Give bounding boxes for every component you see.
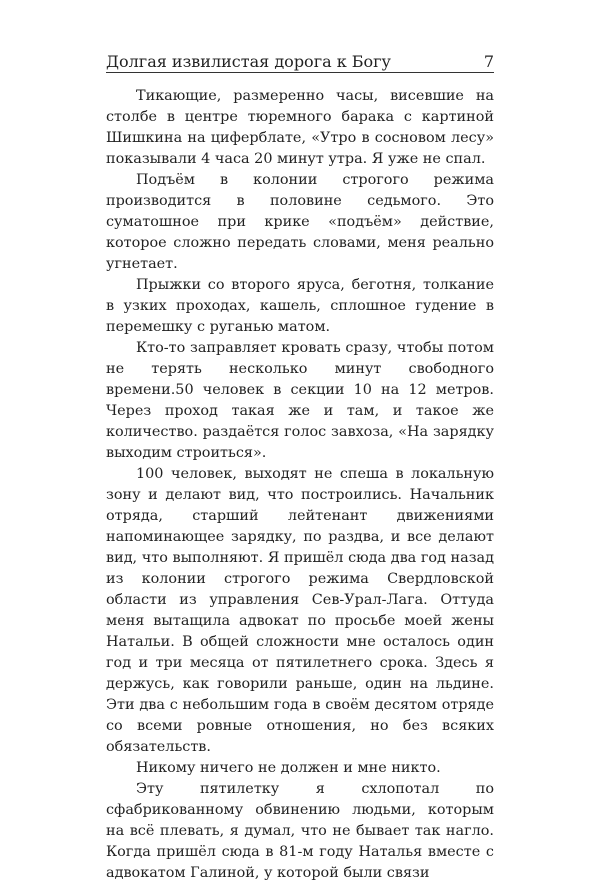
- page-number: 7: [483, 52, 494, 71]
- paragraph: Подъём в колонии строгого режима производится в половине седьмого. Это суматошное при крике «подъём» действие, которое сложно передать словами, меня реально угнетает.: [106, 172, 494, 272]
- running-title: Долгая извилистая дорога к Богу: [106, 52, 391, 71]
- body-text: [106, 86, 494, 884]
- paragraph: Кто-то заправляет кровать сразу, чтобы потом не терять несколько минут свободного времени.50 человек в секции 10 на 12 метров. Через проход такая же и там, и такое же количество. раздаётся голос завхоза, «На зарядку выходим строиться».: [106, 340, 494, 461]
- paragraph: Прыжки со второго яруса, беготня, толкание в узких проходах, кашель, сплошное гудение в перемешку с руганью матом.: [106, 277, 494, 335]
- paragraph: Эту пятилетку я схлопотал по сфабрикованному обвинению людьми, которым на всё плевать, я думал, что не бывает так нагло. Когда пришёл сюда в 81-м году Наталья вместе с адвокатом Галиной, у которой были связи: [106, 781, 494, 881]
- header-divider: [106, 72, 494, 73]
- running-header: [106, 46, 494, 72]
- paragraph: Тикающие, размеренно часы, висевшие на столбе в центре тюремного барака с картиной Шишкина на циферблате, «Утро в сосновом лесу» показывали 4 часа 20 минут утра. Я уже не спал.: [106, 88, 494, 167]
- paragraph: 100 человек, выходят не спеша в локальную зону и делают вид, что построились. Начальник отряда, старший лейтенант движениями напоминающее зарядку, по раздва, и все делают вид, что выполняют. Я пришёл сюда два год назад из колонии строгого режима Свердловской области из управления Сев-Урал-Лага. Оттуда меня вытащила адвокат по просьбе моей жены Натальи. В общей сложности мне осталось один год и три месяца от пятилетнего срока. Здесь я держусь, как говорили раньше, один на льдине. Эти два с небольшим года в своём десятом отряде со всеми ровные отношения, но без всяких обязательств.: [106, 466, 494, 755]
- paragraph: Никому ничего не должен и мне никто.: [136, 760, 441, 776]
